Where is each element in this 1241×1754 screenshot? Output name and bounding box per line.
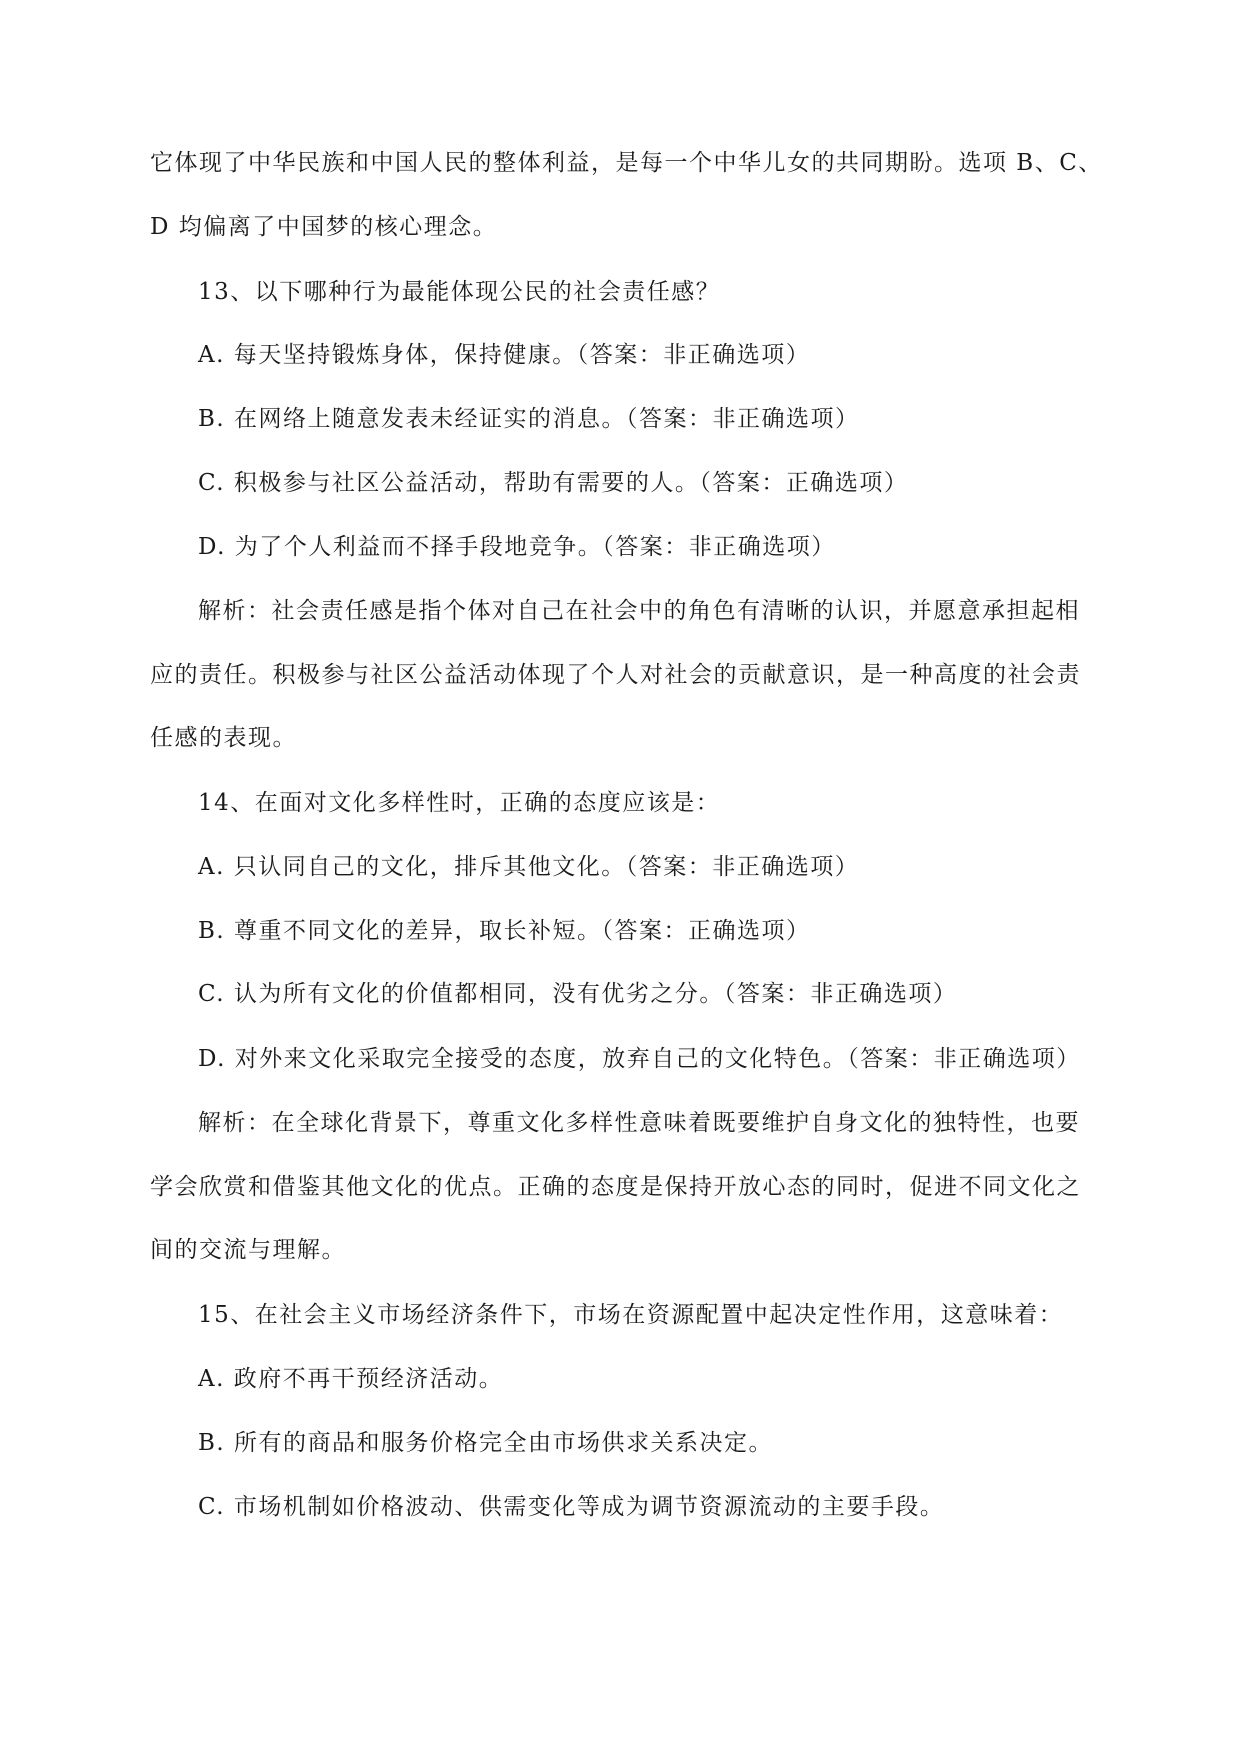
paragraph-line: 它体现了中华民族和中国人民的整体利益，是每一个中华儿女的共同期盼。选项 B、C、 bbox=[150, 150, 1103, 176]
explanation-line: 间的交流与理解。 bbox=[150, 1237, 346, 1263]
option-b: B. 尊重不同文化的差异，取长补短。（答案：正确选项） bbox=[198, 918, 811, 944]
paragraph-line: D 均偏离了中国梦的核心理念。 bbox=[150, 214, 498, 240]
option-b: B. 在网络上随意发表未经证实的消息。（答案：非正确选项） bbox=[198, 406, 860, 432]
option-a: A. 政府不再干预经济活动。 bbox=[198, 1366, 504, 1392]
option-b: B. 所有的商品和服务价格完全由市场供求关系决定。 bbox=[198, 1430, 774, 1456]
option-d: D. 为了个人利益而不择手段地竞争。（答案：非正确选项） bbox=[198, 534, 836, 560]
explanation-line: 任感的表现。 bbox=[150, 725, 297, 751]
explanation-line: 解析：社会责任感是指个体对自己在社会中的角色有清晰的认识，并愿意承担起相 bbox=[198, 598, 1080, 624]
option-a: A. 只认同自己的文化，排斥其他文化。（答案：非正确选项） bbox=[198, 854, 860, 880]
option-d: D. 对外来文化采取完全接受的态度，放弃自己的文化特色。（答案：非正确选项） bbox=[198, 1046, 1081, 1072]
question-13: 13、以下哪种行为最能体现公民的社会责任感？ bbox=[198, 279, 721, 305]
option-c: C. 积极参与社区公益活动，帮助有需要的人。（答案：正确选项） bbox=[198, 470, 909, 496]
option-a: A. 每天坚持锻炼身体，保持健康。（答案：非正确选项） bbox=[198, 342, 811, 368]
question-15: 15、在社会主义市场经济条件下，市场在资源配置中起决定性作用，这意味着： bbox=[198, 1302, 1064, 1328]
option-c: C. 市场机制如价格波动、供需变化等成为调节资源流动的主要手段。 bbox=[198, 1494, 945, 1520]
option-c: C. 认为所有文化的价值都相同，没有优劣之分。（答案：非正确选项） bbox=[198, 981, 958, 1007]
explanation-line: 解析：在全球化背景下，尊重文化多样性意味着既要维护自身文化的独特性，也要 bbox=[198, 1110, 1080, 1136]
question-14: 14、在面对文化多样性时，正确的态度应该是： bbox=[198, 790, 721, 816]
explanation-line: 应的责任。积极参与社区公益活动体现了个人对社会的贡献意识，是一种高度的社会责 bbox=[150, 662, 1081, 688]
explanation-line: 学会欣赏和借鉴其他文化的优点。正确的态度是保持开放心态的同时，促进不同文化之 bbox=[150, 1174, 1081, 1200]
